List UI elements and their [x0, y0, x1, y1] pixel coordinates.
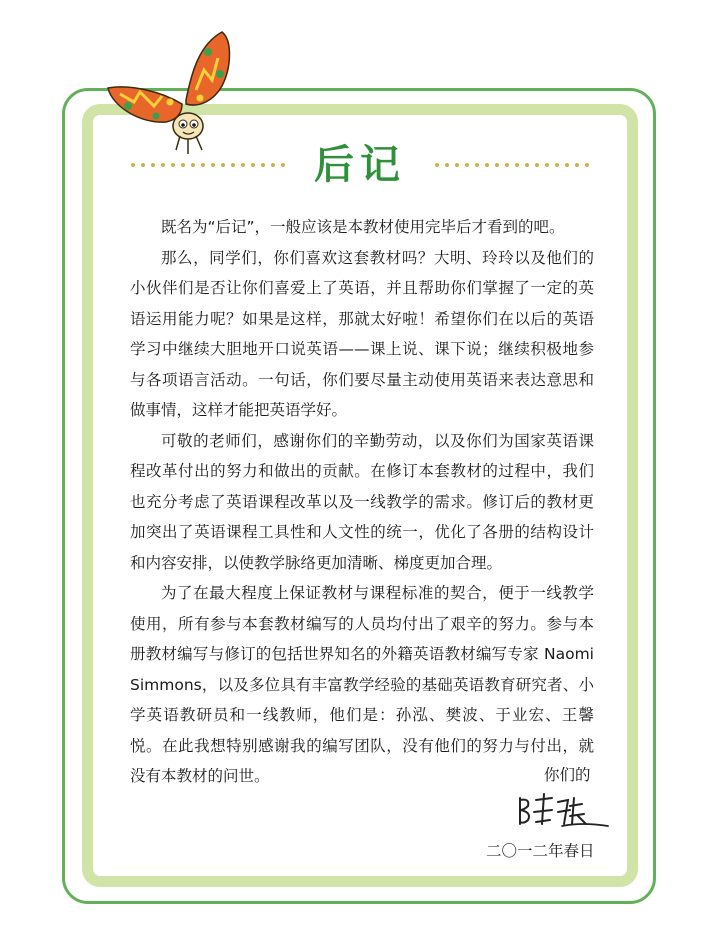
title-row	[130, 140, 590, 190]
paragraph: 既名为“后记”，一般应该是本教材使用完毕后才看到的吧。	[161, 218, 565, 236]
paragraph: 为了在最大程度上保证教材与课程标准的契合，便于一线教学使用，所有参与本套教材编写的人员均付出了艰辛的努力。参与本册教材编写与修订的包括世界知名的外籍英语教材编写专家 Naomi Simmons，以及多位具有丰富教学经验的基础英语教育研究者、小学英语教研员和一线教师，他们是：孙泓、樊波、于业宏、王馨悦。在此我想特别感谢我的编写团队，没有他们的努力与付出，就没有本教材的问世。	[130, 584, 594, 785]
handwritten-signature	[512, 788, 612, 832]
dotted-divider-right	[430, 162, 590, 168]
paragraph: 可敬的老师们，感谢你们的辛勤劳动，以及你们为国家英语课程改革付出的努力和做出的贡献。在修订本套教材的过程中，我们也充分考虑了英语课程改革以及一线教学的需求。修订后的教材更加突出了英语课程工具性和人文性的统一，优化了各册的结构设计和内容安排，以使教学脉络更加清晰、梯度更加合理。	[130, 431, 594, 572]
closing-date: 二〇一二年春日	[486, 842, 595, 860]
page-title: 后记	[314, 141, 406, 188]
paragraph: 那么，同学们，你们喜欢这套教材吗？大明、玲玲以及他们的小伙伴们是否让你们喜爱上了英语，并且帮助你们掌握了一定的英语运用能力呢？如果是这样，那就太好啦！希望你们在以后的英语学习中继续大胆地开口说英语——课上说、课下说；继续积极地参与各项语言活动。一句话，你们要尽量主动使用英语来表达意思和做事情，这样才能把英语学好。	[130, 248, 594, 419]
closing-salutation: 你们的	[544, 766, 591, 784]
afterword-body	[130, 212, 594, 792]
